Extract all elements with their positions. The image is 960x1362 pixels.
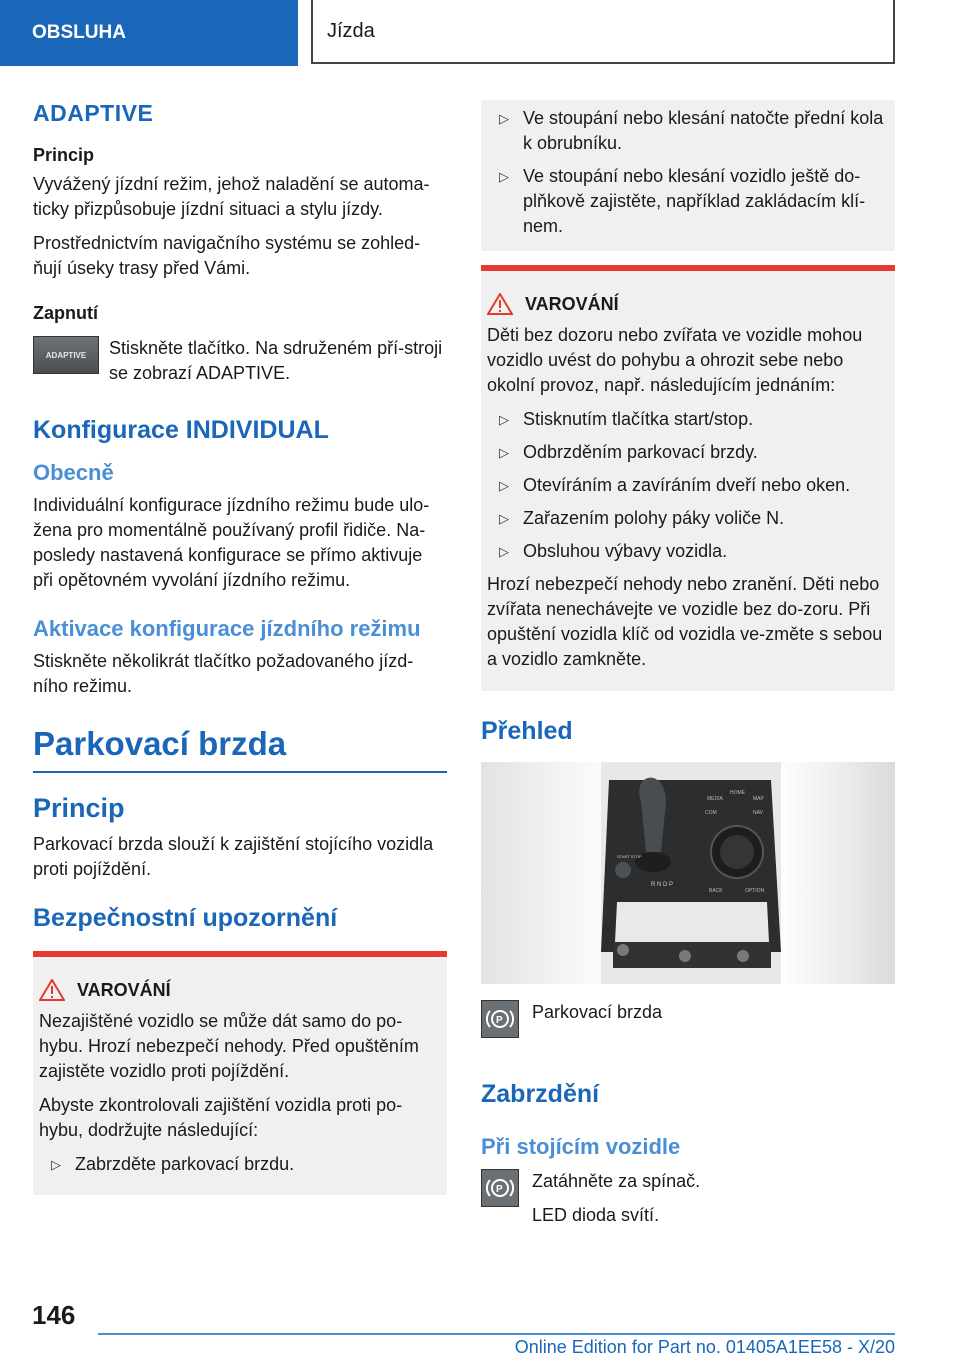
triangle-right-icon: ▷ bbox=[499, 511, 509, 526]
activation-text: Stiskněte několikrát tlačítko požadovaného jízd-ního režimu. bbox=[33, 651, 414, 696]
continued-list-box bbox=[481, 100, 895, 251]
photo-label-nav: NAV bbox=[753, 810, 763, 816]
warning-triangle-icon bbox=[487, 293, 513, 315]
parking-brake-caption: Parkovací brzda bbox=[532, 1002, 663, 1022]
list-item: ▷ Otevíráním a zavíráním dveří nebo oken. bbox=[487, 473, 889, 498]
list-item: ▷ Zabrzděte parkovací brzdu. bbox=[39, 1152, 441, 1177]
adaptive-paragraph-1: Vyvážený jízdní režim, jehož naladění se automa-ticky přizpůsobuje jízdní situaci a stylu jízdy. bbox=[33, 174, 430, 219]
warning-triangle-icon bbox=[39, 979, 65, 1001]
svg-text:P: P bbox=[496, 1015, 503, 1026]
safety-heading: Bezpečnostní upozornění bbox=[33, 904, 338, 932]
warning-title-left bbox=[39, 979, 441, 1001]
triangle-right-icon: ▷ bbox=[499, 111, 509, 126]
list-item: ▷ Ve stoupání nebo klesání natočte přední kola k obrubníku. bbox=[499, 108, 884, 153]
page-header bbox=[311, 0, 895, 64]
photo-label-media: MEDIA bbox=[707, 796, 723, 802]
stationary-text bbox=[532, 1169, 700, 1237]
general-text: Individuální konfigurace jízdního režimu bude ulo-žena pro momentálně používaný profil řidiče. Na-posledy nastavená konfigurace se přímo aktivuje při opětovném vyvolání jízdního režimu. bbox=[33, 495, 430, 590]
photo-label-map: MAP bbox=[753, 796, 764, 802]
warning-left-p1: Nezajištěné vozidlo se může dát samo do po-hybu. Hrozí nebezpečí nehody. Před opuštěním zajistěte vozidlo proti pojíždění. bbox=[39, 1011, 419, 1081]
principle-text: Parkovací brzda slouží k zajištění stojícího vozidla proti pojíždění. bbox=[33, 834, 434, 879]
principle-heading: Princip bbox=[33, 793, 125, 823]
right-column bbox=[481, 100, 895, 1267]
stationary-p2: LED dioda svítí. bbox=[532, 1205, 660, 1225]
chapter-title: Parkovací brzda bbox=[33, 725, 447, 773]
parking-brake-row bbox=[481, 1000, 895, 1038]
stationary-p1: Zatáhněte za spínač. bbox=[532, 1171, 701, 1191]
parking-brake-icon bbox=[481, 1169, 519, 1207]
warning-left-list bbox=[39, 1152, 441, 1177]
photo-label-com: COM bbox=[705, 810, 717, 816]
triangle-right-icon: ▷ bbox=[499, 412, 509, 427]
adaptive-button-row bbox=[33, 336, 447, 386]
warning-box-right bbox=[481, 265, 895, 691]
list-item: ▷ Odbrzděním parkovací brzdy. bbox=[487, 440, 889, 465]
stationary-row bbox=[481, 1169, 895, 1237]
triangle-right-icon: ▷ bbox=[499, 544, 509, 559]
list-item: ▷ Zařazením polohy páky voliče N. bbox=[487, 506, 889, 531]
general-heading: Obecně bbox=[33, 460, 114, 485]
overview-heading: Přehled bbox=[481, 717, 573, 745]
list-item: ▷ Ve stoupání nebo klesání vozidlo ještě do-plňkově zajistěte, například zakládacím klí-nem. bbox=[499, 166, 866, 236]
list-item: ▷ Stisknutím tlačítka start/stop. bbox=[487, 407, 889, 432]
adaptive-button-caption: ADAPTIVE bbox=[45, 350, 87, 360]
photo-label-start-stop: START STOP bbox=[617, 854, 642, 859]
triangle-right-icon: ▷ bbox=[499, 445, 509, 460]
footer-divider bbox=[98, 1333, 895, 1335]
warning-right-p1: Děti bez dozoru nebo zvířata ve vozidle mohou vozidlo uvést do pohybu a ohrozit sebe nebo okolní provoz, např. následujícím jednáním: bbox=[487, 325, 863, 395]
page-number: 146 bbox=[32, 1300, 76, 1330]
triangle-right-icon: ▷ bbox=[499, 169, 509, 184]
left-column bbox=[33, 100, 447, 1195]
warning-box-left bbox=[33, 951, 447, 1195]
principle-label: Princip bbox=[33, 145, 95, 165]
warning-label-right: VAROVÁNÍ bbox=[525, 293, 619, 314]
activation-heading: Aktivace konfigurace jízdního režimu bbox=[33, 616, 421, 641]
continued-list bbox=[487, 106, 889, 239]
adaptive-paragraph-2: Prostřednictvím navigačního systému se zohled-ňují úseky trasy před Vámi. bbox=[33, 233, 421, 278]
warning-label-left: VAROVÁNÍ bbox=[77, 979, 171, 1000]
footer-edition: Online Edition for Part no. 01405A1EE58 - X/20 bbox=[514, 1337, 895, 1357]
parking-brake-icon bbox=[481, 1000, 519, 1038]
triangle-right-icon: ▷ bbox=[51, 1157, 61, 1172]
photo-label-option: OPTION bbox=[745, 888, 765, 894]
individual-heading: Konfigurace INDIVIDUAL bbox=[33, 416, 329, 444]
photo-label-gears: R N D P bbox=[651, 882, 674, 888]
warning-left-p2: Abyste zkontrolovali zajištění vozidla proti po-hybu, dodržujte následující: bbox=[39, 1095, 403, 1140]
stationary-heading: Při stojícím vozidle bbox=[481, 1134, 681, 1159]
warning-right-p2: Hrozí nebezpečí nehody nebo zranění. Děti nebo zvířata nenechávejte ve vozidle bez do-zoru. Při opuštění vozidla klíč od vozidla ve-změte s sebou a vozidlo zamkněte. bbox=[487, 574, 883, 669]
page-header-title: Jízda bbox=[327, 19, 375, 42]
photo-label-home: HOME bbox=[730, 790, 745, 796]
section-tab bbox=[0, 0, 298, 66]
center-console-photo bbox=[481, 762, 895, 984]
triangle-right-icon: ▷ bbox=[499, 478, 509, 493]
switch-on-text: Stiskněte tlačítko. Na sdruženém pří-stroji se zobrazí ADAPTIVE. bbox=[109, 338, 443, 383]
adaptive-heading: ADAPTIVE bbox=[33, 100, 154, 126]
warning-right-list bbox=[487, 407, 889, 564]
svg-text:P: P bbox=[496, 1184, 503, 1195]
section-label: OBSLUHA bbox=[32, 22, 126, 43]
warning-title-right bbox=[487, 293, 889, 315]
photo-label-back: BACK bbox=[709, 888, 723, 894]
adaptive-button-image bbox=[33, 336, 99, 374]
console-illustration bbox=[481, 762, 895, 984]
switch-on-label: Zapnutí bbox=[33, 303, 98, 323]
list-item: ▷ Obsluhou výbavy vozidla. bbox=[487, 539, 889, 564]
apply-heading: Zabrzdění bbox=[481, 1080, 600, 1108]
